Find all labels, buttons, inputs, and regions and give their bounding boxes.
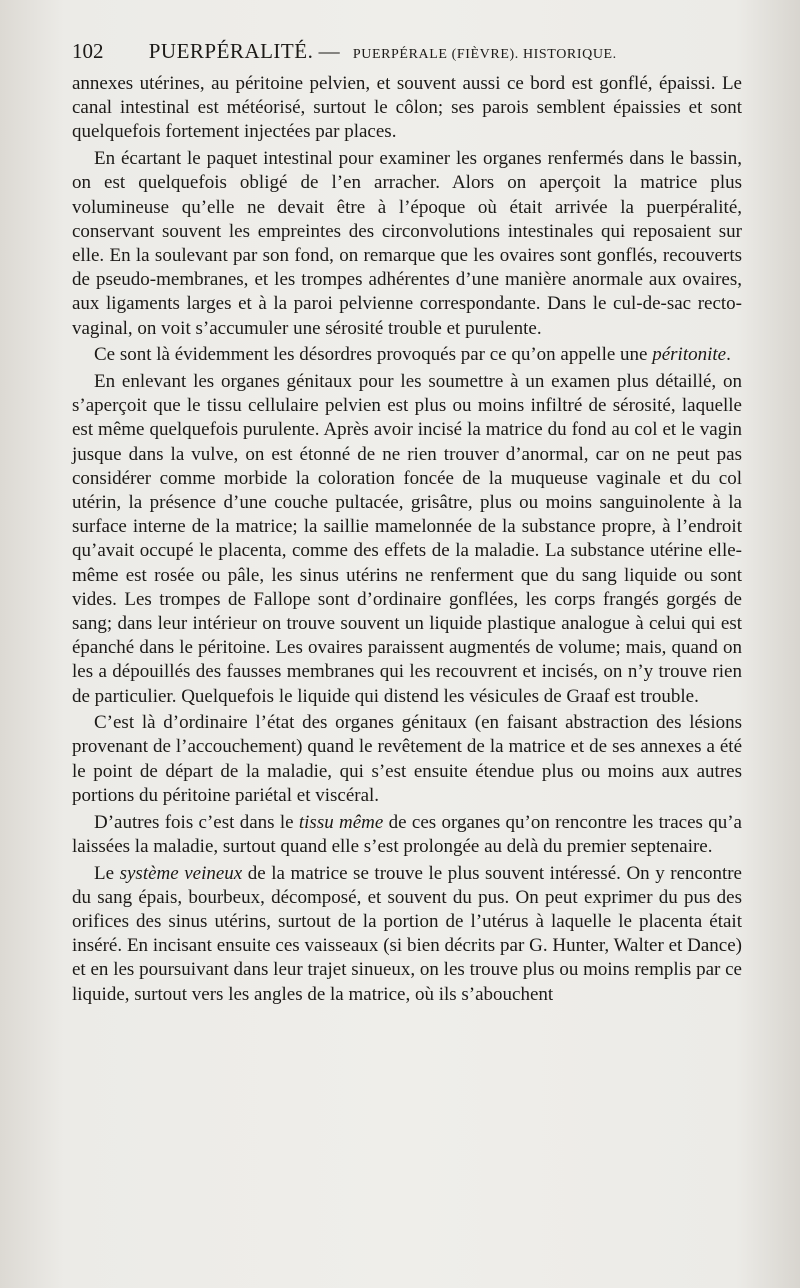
text-run: C’est là d’ordinaire l’état des organes génitaux (en faisant abstraction des lésions provenant de l’accouchement) quand le revêtement de la matrice et de ses annexes a été le point de départ de la maladie, qui s’est ensuite étendue plus ou moins aux autres portions du péritoine pariétal et viscéral.	[72, 712, 742, 806]
text-run: D’autres fois c’est dans le	[94, 811, 299, 833]
paragraph-p5	[72, 711, 742, 808]
paragraph-p6	[72, 811, 742, 859]
paragraph-p4	[72, 370, 742, 709]
section-title: PUERPÉRALE (FIÈVRE). HISTORIQUE.	[352, 47, 617, 62]
paragraph-p7	[72, 862, 742, 1007]
page-number: 102	[72, 39, 104, 63]
text-run: de ces organes qu’on rencontre les traces qu’a laissées la maladie, surtout quand elle s’est prolongée au delà du premier septenaire.	[72, 811, 742, 857]
italic-term: péritonite	[652, 344, 727, 366]
header-separator: —	[318, 39, 340, 63]
body-text	[72, 72, 742, 1009]
text-run: En enlevant les organes génitaux pour les soumettre à un examen plus détaillé, on s’aperçoit que le tissu cellulaire pelvien est plus ou moins infiltré de sérosité, laquelle est même quelquefois purulente. Après avoir incisé la matrice du fond au col et le vagin jusque dans la vulve, on est étonné de ne rien trouver d’anormal, car on ne peut pas considérer comme morbide la coloration foncée de la muqueuse vaginale et du col utérin, la présence d’une couche pultacée, grisâtre, plus ou moins sanguinolente à la surface interne de la matrice; la saillie mamelonnée de la substance propre, à l’endroit qu’avait occupé le placenta, comme des effets de la maladie. La substance utérine elle-même est rosée ou pâle, les sinus utérins ne renferment que du sang liquide ou sont vides. Les trompes de Fallope sont d’ordinaire gonflées, les corps frangés gorgés de sang; dans leur intérieur on trouve souvent un liquide plastique analogue à celui qui est épanché dans le péritoine. Les ovaires paraissent augmentés de volume; mais, quand on les a dépouillés des fausses membranes qui les recouvrent et incisés, on n’y trouve rien de particulier. Quelquefois le liquide qui distend les vésicules de Graaf est trouble.	[72, 370, 742, 707]
text-run: Le	[94, 862, 120, 884]
paragraph-p1	[72, 72, 742, 145]
paragraph-p3	[72, 343, 742, 367]
text-run: de la matrice se trouve le plus souvent intéressé. On y rencontre du sang épais, bourbeux, décomposé, et souvent du pus. On peut exprimer du pus des orifices des sinus utérins, surtout de la portion de l’utérus à laquelle le placenta était inséré. En incisant ensuite ces vaisseaux (si bien décrits par G. Hunter, Walter et Dance) et en les poursuivant dans leur trajet sinueux, on les trouve plus ou moins remplis par ce liquide, surtout vers les angles de la matrice, où ils s’abouchent	[72, 862, 742, 1005]
italic-term: tissu même	[298, 811, 384, 833]
text-run: Ce sont là évidemment les désordres provoqués par ce qu’on appelle une	[94, 344, 653, 366]
running-title: PUERPÉRALITÉ.	[148, 39, 314, 63]
running-header	[72, 38, 752, 68]
paragraph-p2	[72, 147, 742, 341]
italic-term: système veineux	[119, 862, 243, 884]
text-run: En écartant le paquet intestinal pour examiner les organes renfermés dans le bassin, on est quelquefois obligé de l’en arracher. Alors on aperçoit la matrice plus volumineuse qu’elle ne devait être à l’époque où était arrivée la puerpéralité, conservant souvent les empreintes des circonvolutions intestinales qui reposaient sur elle. En la soulevant par son fond, on remarque que les ovaires sont gonflés, recouverts de pseudo-membranes, et les trompes adhérentes d’une manière anormale aux ovaires, aux ligaments larges et à la paroi pelvienne correspondante. Dans le cul-de-sac recto-vaginal, on voit s’accumuler une sérosité trouble et purulente.	[72, 148, 742, 339]
text-run: annexes utérines, au péritoine pelvien, et souvent aussi ce bord est gonflé, épaissi. Le canal intestinal est météorisé, surtout le côlon; ses parois semblent épaissies et sont quelquefois fortement injectées par places.	[72, 73, 742, 143]
text-run: .	[726, 344, 731, 366]
